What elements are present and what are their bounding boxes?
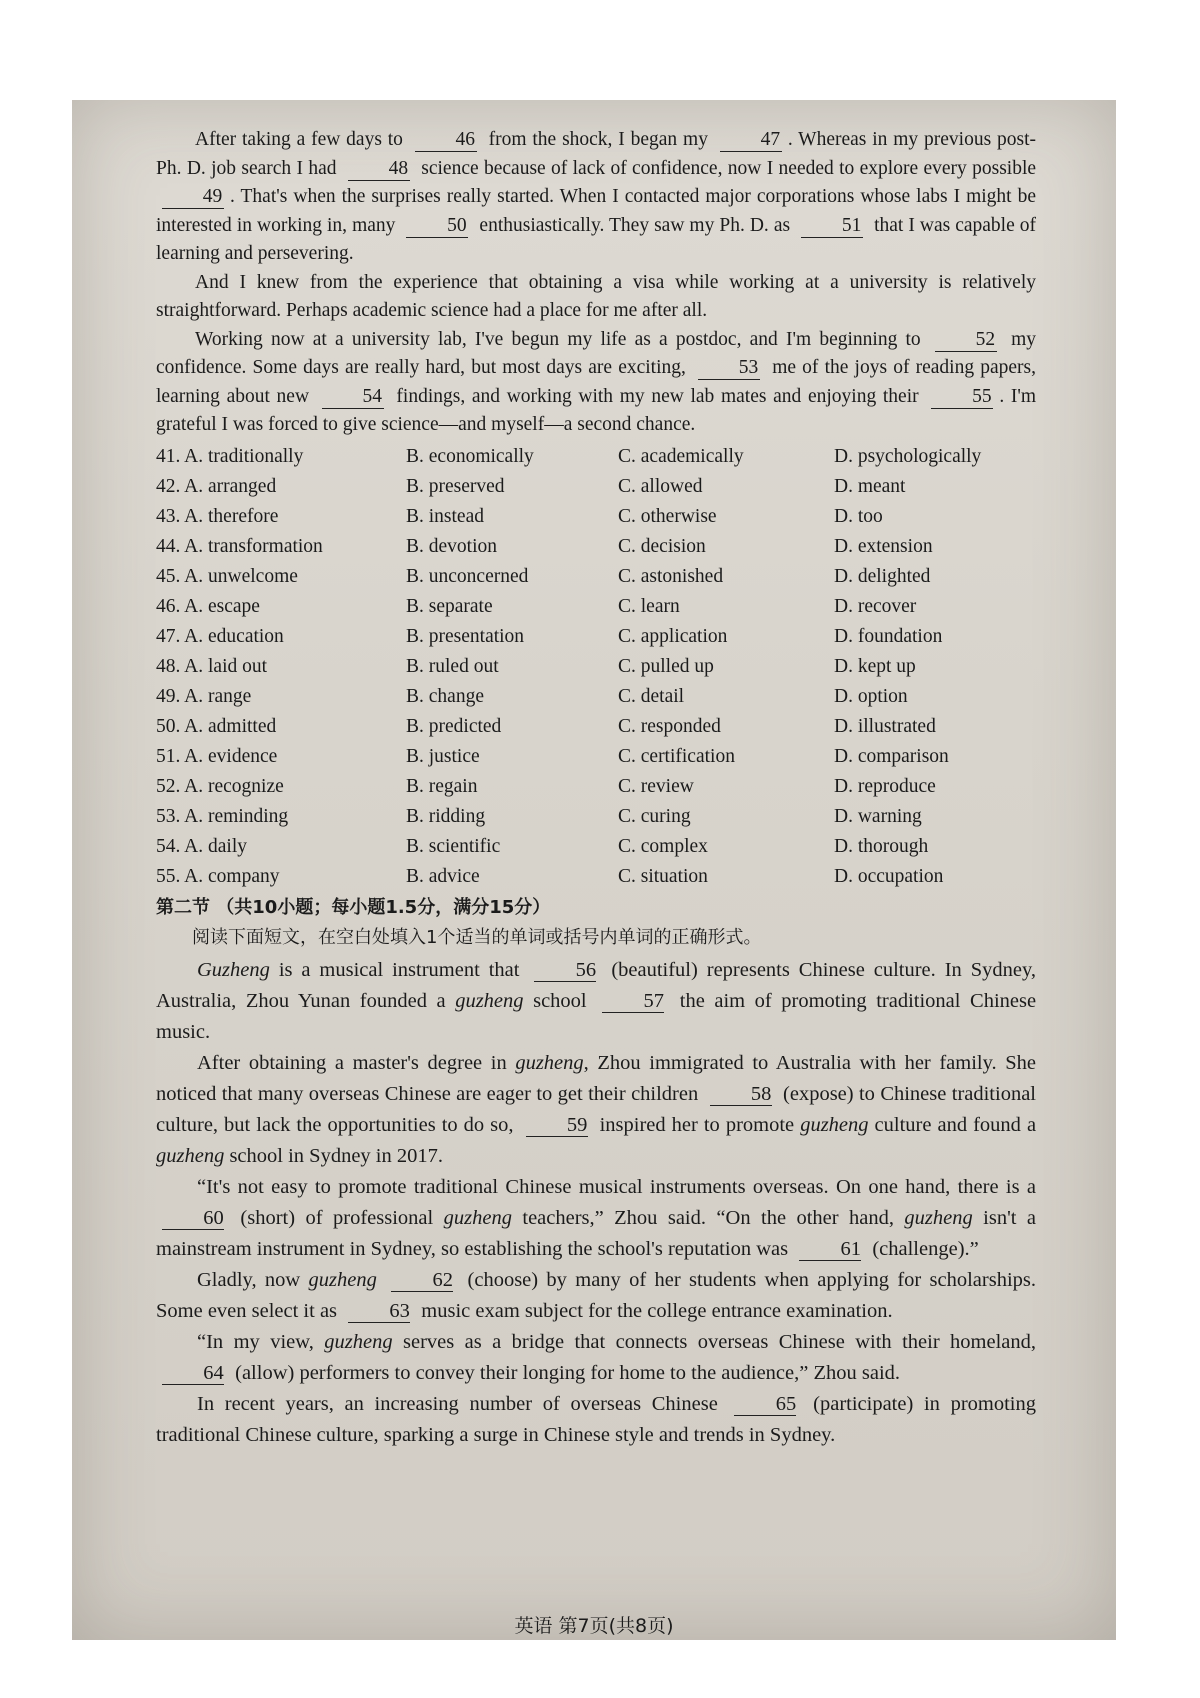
text: school (533, 989, 587, 1012)
option-a: 43. A. therefore (156, 505, 279, 527)
option-b: B. regain (406, 775, 478, 797)
text: inspired her to promote (599, 1113, 795, 1136)
option-row (156, 502, 1036, 532)
option-d: D. illustrated (834, 715, 936, 737)
passage-paragraph: And I knew from the experience that obtaining a visa while working at a university is relatively straightforward. Perhaps academic science had a place for me after all. (156, 271, 1036, 321)
option-a: 49. A. range (156, 685, 252, 707)
option-d: D. comparison (834, 745, 949, 767)
text: After taking a few days to (195, 129, 403, 150)
option-c: C. certification (618, 745, 735, 767)
option-a: 54. A. daily (156, 835, 247, 857)
blank-61: 61 (799, 1238, 861, 1261)
option-a: 55. A. company (156, 865, 280, 887)
option-d: D. thorough (834, 835, 929, 857)
blank-57: 57 (602, 990, 664, 1013)
option-row (156, 862, 1036, 892)
blank-52: 52 (935, 329, 997, 352)
text: (choose) by many of her students when applying for scholarships. Some even select it as (156, 1268, 1037, 1322)
option-a: 45. A. unwelcome (156, 565, 298, 587)
option-a: 41. A. traditionally (156, 445, 304, 467)
term-guzheng: guzheng (515, 1051, 584, 1074)
blank-47: 47 (720, 129, 782, 152)
option-b: B. presentation (406, 625, 525, 647)
passage-paragraph (156, 126, 1036, 269)
option-row (156, 652, 1036, 682)
option-c: C. responded (618, 715, 721, 737)
text: is a musical instrument that (278, 958, 520, 981)
text: culture and found a (874, 1113, 1037, 1136)
option-d: D. warning (834, 805, 922, 827)
term-guzheng: guzheng (904, 1206, 973, 1229)
blank-63: 63 (348, 1300, 410, 1323)
option-c: C. decision (618, 535, 706, 557)
option-a: 46. A. escape (156, 595, 260, 617)
option-d: D. kept up (834, 655, 916, 677)
option-b: B. justice (406, 745, 480, 767)
term-guzheng: guzheng (455, 989, 524, 1012)
text: isn't a mainstream instrument in Sydney, so establishing the school's reputation was (156, 1206, 1036, 1260)
term-guzheng: Guzheng (197, 958, 270, 981)
text: In recent years, an increasing number of overseas Chinese (197, 1392, 718, 1415)
text: (challenge).” (872, 1237, 979, 1260)
text: “In my view, (197, 1330, 314, 1353)
blank-60: 60 (162, 1207, 224, 1230)
option-b: B. change (406, 685, 484, 707)
passage-paragraph (156, 1389, 1036, 1451)
text: science because of lack of confidence, now I needed to explore every possible (421, 157, 1037, 179)
blank-55: 55 (931, 386, 993, 409)
option-b: B. scientific (406, 835, 501, 857)
blank-64: 64 (162, 1362, 224, 1385)
option-row (156, 442, 1036, 472)
blank-56: 56 (534, 959, 596, 982)
option-row (156, 622, 1036, 652)
text: . I'm grateful I was forced to give science—and myself—a second chance. (156, 385, 1037, 435)
option-c: C. astonished (618, 565, 724, 587)
blank-49: 49 (162, 186, 224, 209)
option-b: B. instead (406, 505, 484, 527)
option-row (156, 472, 1036, 502)
text: (allow) performers to convey their longing for home to the audience,” Zhou said. (235, 1361, 901, 1384)
option-b: B. separate (406, 595, 493, 617)
option-a: 47. A. education (156, 625, 284, 647)
text: Gladly, now (197, 1268, 301, 1291)
section-heading: 第二节 （共10小题；每小题1.5分，满分15分） (156, 896, 551, 918)
option-d: D. too (834, 505, 883, 527)
text: , Zhou immigrated to Australia with her family. She noticed that many overseas Chinese are eager to get their children (156, 1051, 1037, 1105)
option-row (156, 532, 1036, 562)
option-a: 51. A. evidence (156, 745, 278, 767)
option-d: D. option (834, 685, 908, 707)
text: After obtaining a master's degree in (197, 1051, 507, 1074)
option-a: 50. A. admitted (156, 715, 277, 737)
section-instruction: 阅读下面短文，在空白处填入1个适当的单词或括号内单词的正确形式。 (192, 927, 762, 948)
option-d: D. foundation (834, 625, 943, 647)
text: Working now at a university lab, I've begun my life as a postdoc, and I'm beginning to (195, 328, 921, 350)
passage-paragraph (156, 326, 1036, 440)
option-row (156, 682, 1036, 712)
text: (participate) in promoting traditional Chinese culture, sparking a surge in Chinese style and trends in Sydney. (156, 1392, 1036, 1446)
option-c: C. academically (618, 445, 744, 467)
term-guzheng: guzheng (324, 1330, 393, 1353)
option-c: C. pulled up (618, 655, 714, 677)
text: my confidence. Some days are really hard, but most days are exciting, (156, 328, 1037, 378)
option-d: D. occupation (834, 865, 944, 887)
text: “It's not easy to promote traditional Chinese musical instruments overseas. On one hand, there is a (197, 1175, 1036, 1198)
text: findings, and working with my new lab mates and enjoying their (396, 385, 919, 407)
term-guzheng: guzheng (800, 1113, 869, 1136)
option-b: B. ridding (406, 805, 486, 827)
option-d: D. psychologically (834, 445, 982, 467)
text: teachers,” Zhou said. “On the other hand, (522, 1206, 894, 1229)
option-b: B. preserved (406, 475, 505, 497)
blank-53: 53 (698, 357, 760, 380)
text: serves as a bridge that connects overseas Chinese with their homeland, (403, 1330, 1037, 1353)
option-row (156, 712, 1036, 742)
option-b: B. economically (406, 445, 534, 467)
grammar-fill-passage (156, 955, 1036, 1451)
option-row (156, 772, 1036, 802)
text: . Whereas in my previous post-Ph. D. job search I had (156, 129, 1037, 179)
option-b: B. predicted (406, 715, 502, 737)
option-c: C. curing (618, 805, 691, 827)
option-b: B. unconcerned (406, 565, 529, 587)
option-d: D. extension (834, 535, 933, 557)
passage-paragraph (156, 1265, 1036, 1327)
photographed-page (72, 100, 1116, 1640)
passage-paragraph (156, 1048, 1036, 1172)
option-d: D. delighted (834, 565, 931, 587)
option-b: B. devotion (406, 535, 497, 557)
option-b: B. advice (406, 865, 480, 887)
passage-paragraph (156, 1172, 1036, 1265)
text: from the shock, I began my (488, 129, 708, 150)
blank-46: 46 (415, 129, 477, 152)
option-d: D. reproduce (834, 775, 936, 797)
exam-sheet (72, 100, 1116, 1640)
option-c: C. application (618, 625, 728, 647)
blank-62: 62 (391, 1269, 453, 1292)
term-guzheng: guzheng (308, 1268, 377, 1291)
blank-59: 59 (526, 1114, 588, 1137)
text: me of the joys of reading papers, learning about new (156, 357, 1036, 407)
answer-options (156, 442, 1036, 892)
option-c: C. review (618, 775, 694, 797)
option-c: C. learn (618, 595, 680, 617)
option-c: C. allowed (618, 475, 703, 497)
text: enthusiastically. They saw my Ph. D. as (479, 214, 791, 236)
passage-paragraph (156, 1327, 1036, 1389)
option-d: D. meant (834, 475, 906, 497)
page-footer: 英语 第7页(共8页) (514, 1614, 674, 1637)
text: (short) of professional (240, 1206, 434, 1229)
blank-54: 54 (322, 386, 384, 409)
blank-48: 48 (348, 158, 410, 181)
text: (beautiful) represents Chinese culture. In Sydney, Australia, Zhou Yunan founded a (156, 958, 1036, 1012)
blank-51: 51 (801, 215, 863, 238)
passage-paragraph (156, 955, 1036, 1048)
blank-65: 65 (734, 1393, 796, 1416)
option-row (156, 592, 1036, 622)
text: . That's when the surprises really started. When I contacted major corporations whose labs I might be interested in working in, many (156, 186, 1036, 236)
option-b: B. ruled out (406, 655, 499, 677)
cloze-passage (156, 126, 1036, 440)
text: (expose) to Chinese traditional culture, but lack the opportunities to do so, (156, 1082, 1036, 1136)
option-a: 42. A. arranged (156, 475, 277, 497)
option-row (156, 742, 1036, 772)
option-a: 52. A. recognize (156, 775, 284, 797)
text: the aim of promoting traditional Chinese music. (156, 989, 1037, 1043)
option-a: 44. A. transformation (156, 535, 323, 557)
term-guzheng: guzheng (443, 1206, 512, 1229)
option-c: C. otherwise (618, 505, 717, 527)
option-d: D. recover (834, 595, 917, 617)
text: school in Sydney in 2017. (229, 1144, 443, 1167)
term-guzheng: guzheng (156, 1144, 225, 1167)
blank-50: 50 (406, 215, 468, 238)
option-a: 53. A. reminding (156, 805, 289, 827)
option-c: C. detail (618, 685, 685, 707)
option-row (156, 832, 1036, 862)
option-row (156, 802, 1036, 832)
text: that I was capable of learning and persevering. (156, 214, 1036, 264)
text: music exam subject for the college entrance examination. (421, 1299, 893, 1322)
blank-58: 58 (710, 1083, 772, 1106)
option-row (156, 562, 1036, 592)
option-a: 48. A. laid out (156, 655, 268, 677)
option-c: C. situation (618, 865, 708, 887)
option-c: C. complex (618, 835, 708, 857)
